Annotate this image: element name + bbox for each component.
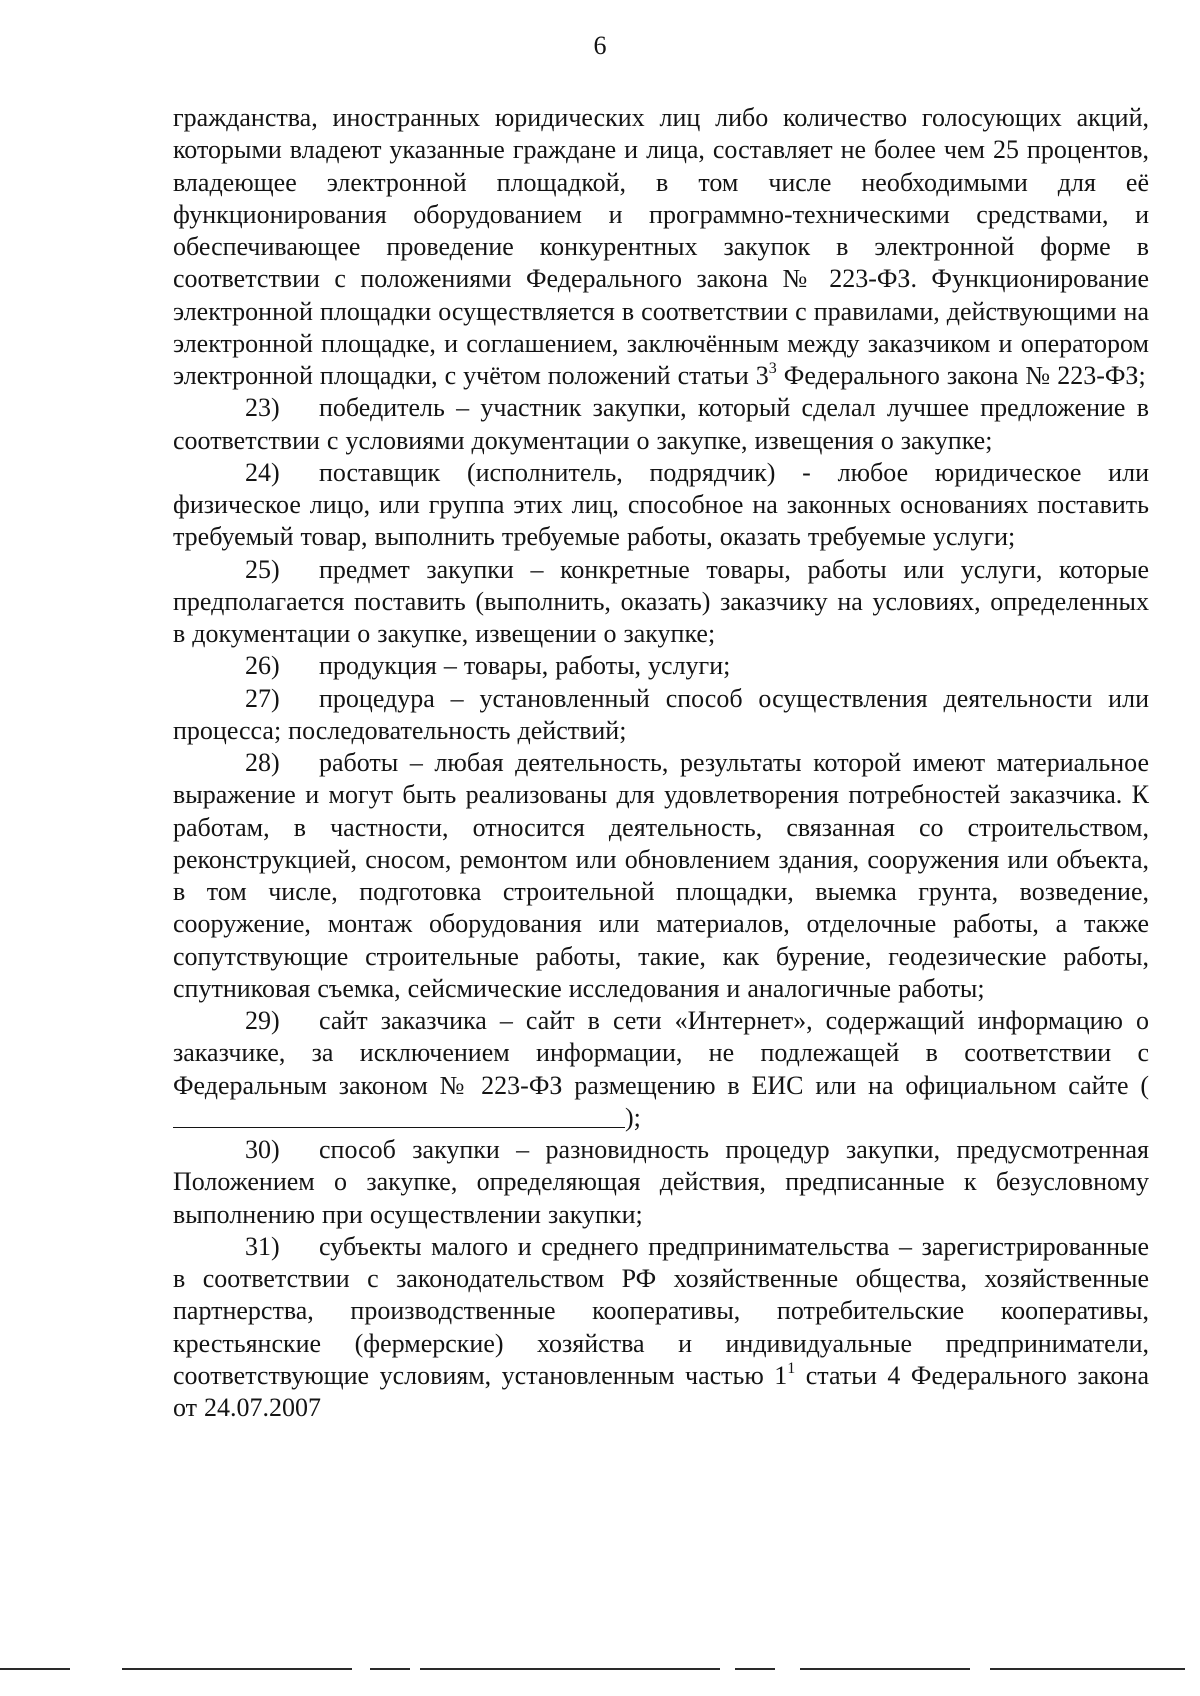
item-number: 26) (245, 651, 280, 681)
definition-item-30 (173, 1134, 1149, 1231)
item-text-end: статьи 4 Федерального закона от 24.07.2007 (173, 1360, 1149, 1422)
item-text: способ закупки – разновидность процедур закупки, предусмотренная Положением о закупке, определяющая действия, предписанные к безусловному выполнению при осуществлении закупки; (173, 1135, 1149, 1229)
definition-item-31 (173, 1231, 1149, 1425)
intro-paragraph (173, 102, 1149, 392)
intro-superscript: 3 (768, 360, 777, 377)
item-number: 30) (245, 1135, 280, 1164)
item-text: поставщик (исполнитель, подрядчик) - любое юридическое или физическое лицо, или группа этих лиц, способное на законных основаниях поставить требуемый товар, выполнить требуемые работы, оказать требуемые услуги; (173, 457, 1149, 552)
intro-text: гражданства, иностранных юридических лиц либо количество голосующих акций, которыми владеют указанные граждане и лица, составляет не более чем 25 процентов, владеющее электронной площадкой, в том числе необходимыми для её функционирования оборудованием и программно-техническими средствами, и обеспечивающее проведение конкурентных закупок в электронной форме в соответствии с положениями Федерального закона № 223-ФЗ. Функционирование электронной площадки осуществляется в соответствии с правилами, действующими на электронной площадке, и соглашением, заключённым между заказчиком и оператором электронной площадки, с учётом положений статьи 3 (173, 103, 1149, 390)
item-number: 25) (245, 554, 280, 584)
definition-item-28 (173, 747, 1149, 1005)
item-number: 27) (245, 683, 280, 713)
item-text: процедура – установленный способ осуществления деятельности или процесса; последовательность действий; (173, 683, 1149, 745)
item-number: 31) (245, 1231, 280, 1261)
intro-text-end: Федерального закона № 223-ФЗ; (776, 361, 1146, 390)
definition-item-27 (173, 683, 1149, 748)
item-number: 28) (245, 748, 280, 777)
item-text: работы – любая деятельность, результаты которой имеют материальное выражение и могут быть реализованы для удовлетворения потребностей заказчика. К работам, в частности, относится деятельность, связанная со строительством, реконструкцией, сносом, ремонтом или обновлением здания, сооружения или объекта, в том числе, подготовка строительной площадки, выемка грунта, возведение, сооружение, монтаж оборудования или материалов, отделочные работы, а также сопутствующие строительные работы, такие, как бурение, геодезические работы, спутниковая съемка, сейсмические исследования и аналогичные работы; (173, 748, 1149, 1003)
document-text (173, 102, 1149, 1424)
definition-item-25 (173, 554, 1149, 651)
scan-bottom-rule (0, 1668, 1200, 1672)
item-number: 29) (245, 1006, 280, 1035)
item-number: 24) (245, 457, 280, 487)
item-superscript: 1 (787, 1359, 796, 1377)
definition-item-23 (173, 392, 1149, 457)
item-text: предмет закупки – конкретные товары, работы или услуги, которые предполагается поставить (выполнить, оказать) заказчику на условиях, определенных в документации о закупке, извещении о закупке; (173, 554, 1149, 648)
definition-item-24 (173, 457, 1149, 554)
item-text: победитель – участник закупки, который сделал лучшее предложение в соответствии с условиями документации о закупке, извещения о закупке; (173, 393, 1149, 455)
item-number: 23) (245, 393, 280, 423)
item-text: сайт заказчика – сайт в сети «Интернет», содержащий информацию о заказчике, за исключением информации, не подлежащей в соответствии с Федеральным законом № 223-ФЗ размещению в ЕИС или на официальном сайте ( (173, 1006, 1149, 1100)
page-number: 6 (593, 31, 607, 60)
item-text-end: ); (625, 1102, 641, 1132)
blank-fill-line (173, 1103, 625, 1128)
item-text: продукция – товары, работы, услуги; (319, 651, 731, 681)
item-text: субъекты малого и среднего предпринимательства – зарегистрированные в соответствии с законодательством РФ хозяйственные общества, хозяйственные партнерства, производственные кооперативы, потребительские кооперативы, крестьянские (фермерские) хозяйства и индивидуальные предприниматели, соответствующие условиям, установленным частью 1 (173, 1231, 1149, 1390)
definition-item-26 (173, 650, 1149, 682)
definition-item-29 (173, 1005, 1149, 1134)
